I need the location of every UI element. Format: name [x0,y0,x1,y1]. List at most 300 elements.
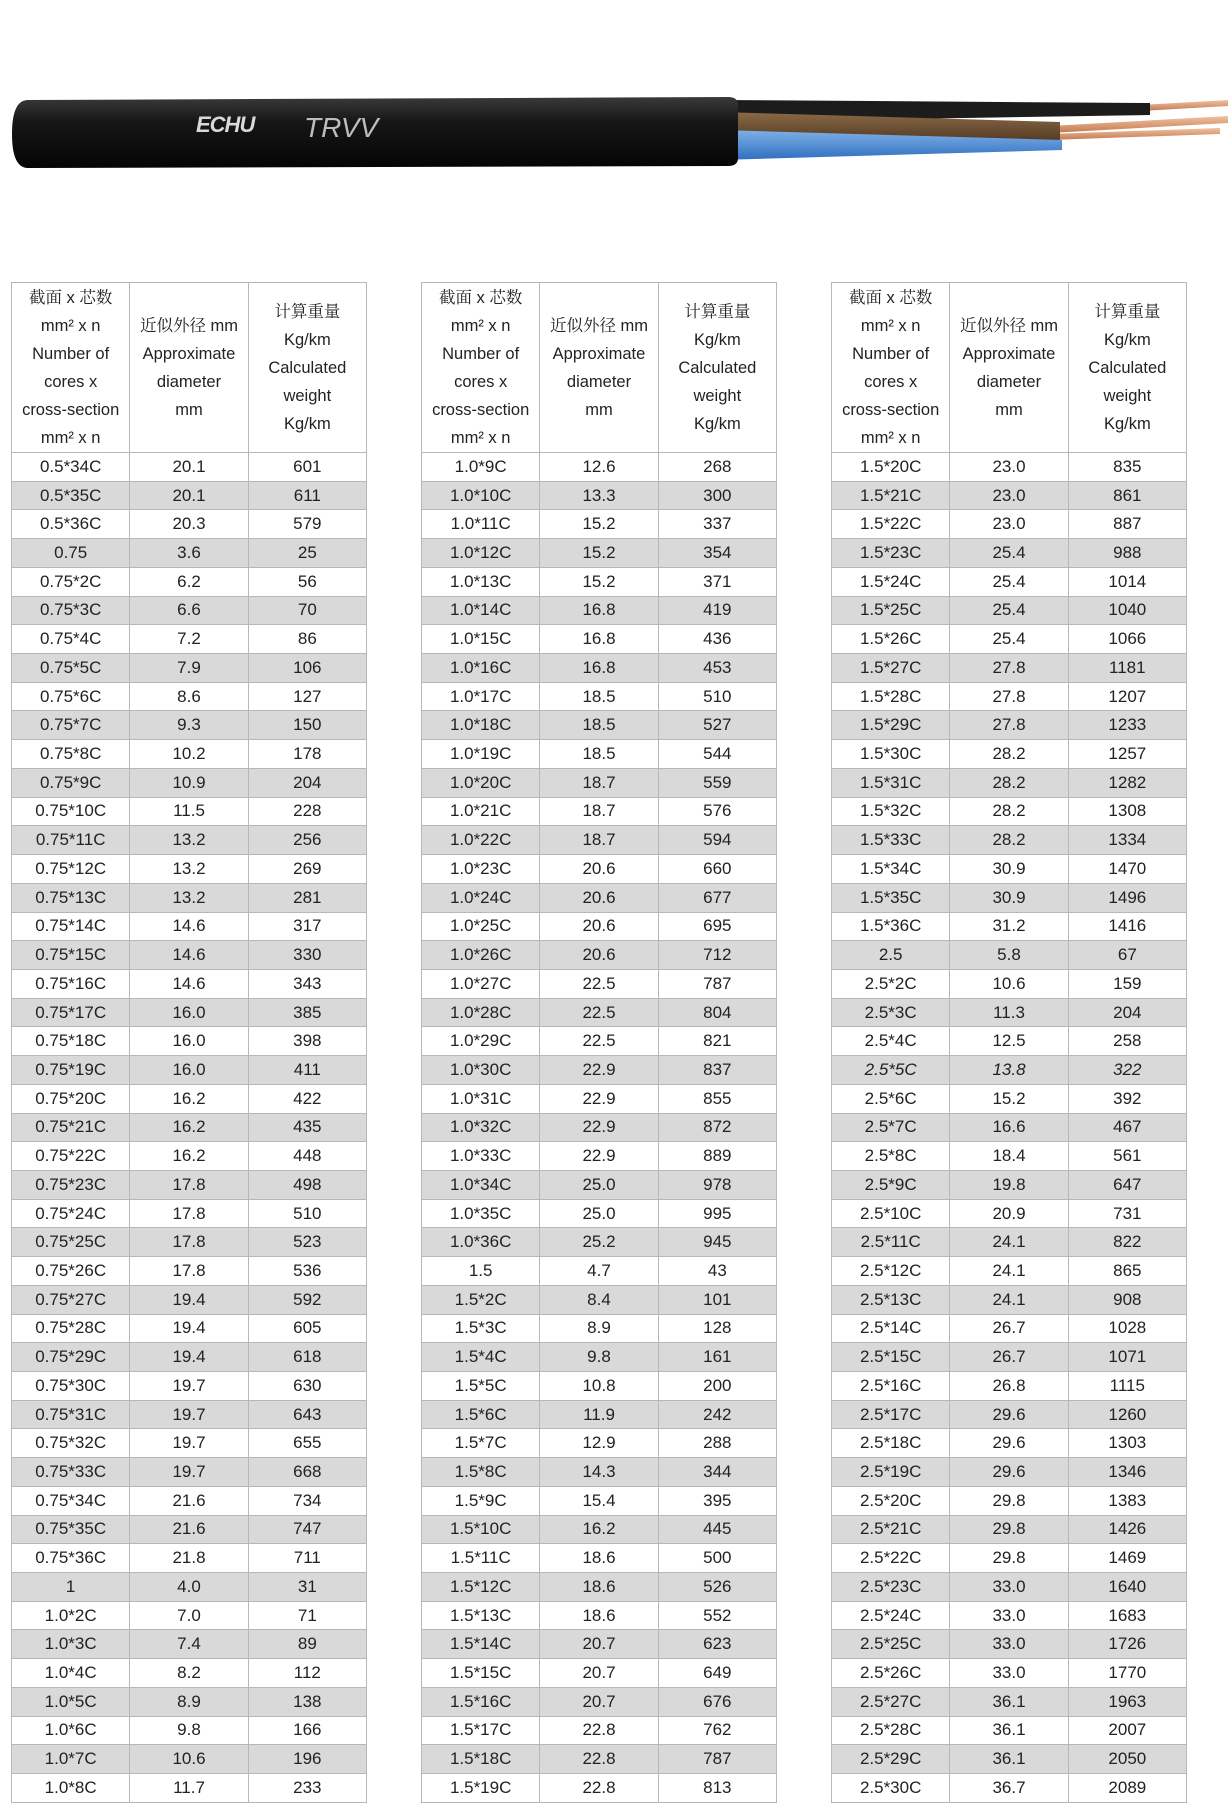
table-row [422,510,777,539]
copper-strand [1140,100,1228,111]
cross-section-cell: 2.5*17C [832,1400,950,1429]
table-row [422,855,777,884]
table-row [832,1687,1187,1716]
cross-section-cell: 1.5*26C [832,625,950,654]
diameter-cell: 25.0 [540,1170,658,1199]
weight-cell: 676 [658,1687,776,1716]
weight-cell: 561 [1068,1142,1186,1171]
cross-section-cell: 1.5*2C [422,1285,540,1314]
weight-cell: 995 [658,1199,776,1228]
diameter-cell: 17.8 [130,1199,248,1228]
weight-cell: 25 [248,539,366,568]
table-row [832,1343,1187,1372]
table-row [422,1142,777,1171]
weight-cell: 467 [1068,1113,1186,1142]
weight-cell: 1334 [1068,826,1186,855]
cross-section-cell: 1.0*18C [422,711,540,740]
table-row [12,1659,367,1688]
diameter-cell: 19.8 [950,1170,1068,1199]
weight-cell: 288 [658,1429,776,1458]
cross-section-cell: 1.0*36C [422,1228,540,1257]
cross-section-cell: 0.75*7C [12,711,130,740]
diameter-cell: 10.6 [950,969,1068,998]
weight-cell: 865 [1068,1257,1186,1286]
cross-section-cell: 1.0*26C [422,941,540,970]
cross-section-cell: 2.5*7C [832,1113,950,1142]
header-diameter: 近似外径 mm Approximate diameter mm [130,283,248,453]
weight-cell: 945 [658,1228,776,1257]
cross-section-cell: 1.5*22C [832,510,950,539]
diameter-cell: 15.2 [950,1084,1068,1113]
diameter-cell: 19.7 [130,1458,248,1487]
diameter-cell: 12.5 [950,1027,1068,1056]
cross-section-cell: 1.5*17C [422,1716,540,1745]
table-row [422,826,777,855]
weight-cell: 258 [1068,1027,1186,1056]
table-row [422,1199,777,1228]
weight-cell: 605 [248,1314,366,1343]
table-row [12,1257,367,1286]
diameter-cell: 12.6 [540,453,658,482]
weight-cell: 855 [658,1084,776,1113]
weight-cell: 138 [248,1687,366,1716]
table-row [422,481,777,510]
cross-section-cell: 1.0*23C [422,855,540,884]
weight-cell: 31 [248,1573,366,1602]
cross-section-cell: 2.5 [832,941,950,970]
cross-section-cell: 1.0*16C [422,654,540,683]
table-row [832,1601,1187,1630]
table-row [12,682,367,711]
weight-cell: 337 [658,510,776,539]
cross-section-cell: 1.0*30C [422,1056,540,1085]
cross-section-cell: 1.5*14C [422,1630,540,1659]
diameter-cell: 22.5 [540,998,658,1027]
weight-cell: 343 [248,969,366,998]
cross-section-cell: 1.0*12C [422,539,540,568]
diameter-cell: 27.8 [950,682,1068,711]
weight-cell: 445 [658,1515,776,1544]
table-row [12,1601,367,1630]
diameter-cell: 11.5 [130,797,248,826]
table-row [12,1429,367,1458]
table-row [832,1056,1187,1085]
diameter-cell: 3.6 [130,539,248,568]
diameter-cell: 4.0 [130,1573,248,1602]
cross-section-cell: 0.75*35C [12,1515,130,1544]
cross-section-cell: 1.5*19C [422,1774,540,1803]
diameter-cell: 9.3 [130,711,248,740]
weight-cell: 1470 [1068,855,1186,884]
spec-table-2 [421,282,777,1803]
diameter-cell: 22.9 [540,1084,658,1113]
weight-cell: 200 [658,1372,776,1401]
diameter-cell: 8.9 [540,1314,658,1343]
table-row [832,998,1187,1027]
diameter-cell: 19.7 [130,1400,248,1429]
diameter-cell: 20.1 [130,453,248,482]
weight-cell: 330 [248,941,366,970]
weight-cell: 1726 [1068,1630,1186,1659]
table-row [422,1285,777,1314]
weight-cell: 1383 [1068,1486,1186,1515]
cross-section-cell: 2.5*29C [832,1745,950,1774]
table-row [832,510,1187,539]
table-row [12,1745,367,1774]
cross-section-cell: 2.5*10C [832,1199,950,1228]
diameter-cell: 7.2 [130,625,248,654]
table-row [12,1199,367,1228]
table-row [832,1774,1187,1803]
diameter-cell: 21.8 [130,1544,248,1573]
table-row [832,1257,1187,1286]
table-row [422,654,777,683]
cross-section-cell: 1.5*25C [832,596,950,625]
table-row [832,883,1187,912]
weight-cell: 178 [248,740,366,769]
cross-section-cell: 2.5*9C [832,1170,950,1199]
cross-section-cell: 1.5*24C [832,567,950,596]
table-row [832,1515,1187,1544]
cross-section-cell: 0.5*34C [12,453,130,482]
weight-cell: 712 [658,941,776,970]
diameter-cell: 19.4 [130,1314,248,1343]
header-row [422,283,777,453]
table-row [422,1774,777,1803]
table-row [12,941,367,970]
weight-cell: 268 [658,453,776,482]
cross-section-cell: 1.5*36C [832,912,950,941]
table-row [832,1170,1187,1199]
table-row [12,1687,367,1716]
weight-cell: 1260 [1068,1400,1186,1429]
table-row [12,481,367,510]
cross-section-cell: 2.5*21C [832,1515,950,1544]
table-row [832,1084,1187,1113]
diameter-cell: 18.7 [540,797,658,826]
weight-cell: 354 [658,539,776,568]
table-row [12,969,367,998]
cross-section-cell: 1.0*27C [422,969,540,998]
diameter-cell: 27.8 [950,654,1068,683]
diameter-cell: 29.6 [950,1429,1068,1458]
diameter-cell: 18.7 [540,826,658,855]
diameter-cell: 10.6 [130,1745,248,1774]
weight-cell: 256 [248,826,366,855]
weight-cell: 71 [248,1601,366,1630]
cross-section-cell: 0.75*30C [12,1372,130,1401]
diameter-cell: 18.5 [540,682,658,711]
table-row [12,912,367,941]
table-row [422,912,777,941]
weight-cell: 56 [248,567,366,596]
table-row [422,1458,777,1487]
weight-cell: 1496 [1068,883,1186,912]
cross-section-cell: 0.75*32C [12,1429,130,1458]
table-row [12,510,367,539]
table-row [12,797,367,826]
weight-cell: 196 [248,1745,366,1774]
table-row [422,969,777,998]
diameter-cell: 4.7 [540,1257,658,1286]
diameter-cell: 25.4 [950,567,1068,596]
diameter-cell: 13.2 [130,883,248,912]
diameter-cell: 22.5 [540,1027,658,1056]
table-row [422,1113,777,1142]
diameter-cell: 6.2 [130,567,248,596]
cross-section-cell: 0.75*34C [12,1486,130,1515]
cross-section-cell: 0.75*6C [12,682,130,711]
cross-section-cell: 0.75*19C [12,1056,130,1085]
cross-section-cell: 1.5*20C [832,453,950,482]
cross-section-cell: 1.5*6C [422,1400,540,1429]
weight-cell: 510 [248,1199,366,1228]
weight-cell: 150 [248,711,366,740]
table-row [832,625,1187,654]
cross-section-cell: 1.5*15C [422,1659,540,1688]
cross-section-cell: 1.0*21C [422,797,540,826]
weight-cell: 623 [658,1630,776,1659]
table-row [422,740,777,769]
weight-cell: 1233 [1068,711,1186,740]
weight-cell: 2089 [1068,1774,1186,1803]
cross-section-cell: 2.5*3C [832,998,950,1027]
table-row [832,567,1187,596]
diameter-cell: 33.0 [950,1573,1068,1602]
table-row [422,1056,777,1085]
table-row [832,654,1187,683]
weight-cell: 1257 [1068,740,1186,769]
table-row [422,1630,777,1659]
diameter-cell: 18.6 [540,1544,658,1573]
weight-cell: 813 [658,1774,776,1803]
cross-section-cell: 1.5*33C [832,826,950,855]
cross-section-cell: 2.5*8C [832,1142,950,1171]
cross-section-cell: 0.75*24C [12,1199,130,1228]
cross-section-cell: 1.5*28C [832,682,950,711]
cross-section-cell: 1 [12,1573,130,1602]
weight-cell: 978 [658,1170,776,1199]
cross-section-cell: 1.5*10C [422,1515,540,1544]
cross-section-cell: 0.75*13C [12,883,130,912]
cross-section-cell: 2.5*24C [832,1601,950,1630]
diameter-cell: 10.8 [540,1372,658,1401]
weight-cell: 500 [658,1544,776,1573]
diameter-cell: 18.6 [540,1573,658,1602]
diameter-cell: 33.0 [950,1630,1068,1659]
table-row [422,1027,777,1056]
cross-section-cell: 2.5*16C [832,1372,950,1401]
diameter-cell: 22.8 [540,1745,658,1774]
weight-cell: 89 [248,1630,366,1659]
diameter-cell: 16.6 [950,1113,1068,1142]
diameter-cell: 16.0 [130,998,248,1027]
diameter-cell: 15.2 [540,510,658,539]
table-row [12,1343,367,1372]
diameter-cell: 22.9 [540,1142,658,1171]
diameter-cell: 33.0 [950,1659,1068,1688]
table-row [832,1199,1187,1228]
table-row [422,453,777,482]
cross-section-cell: 2.5*30C [832,1774,950,1803]
diameter-cell: 31.2 [950,912,1068,941]
table-row [422,682,777,711]
table-row [832,1400,1187,1429]
cross-section-cell: 2.5*2C [832,969,950,998]
table-row [12,740,367,769]
table-row [832,1372,1187,1401]
table-row [12,1716,367,1745]
cross-section-cell: 1.0*2C [12,1601,130,1630]
table-row [832,740,1187,769]
diameter-cell: 26.8 [950,1372,1068,1401]
cross-section-cell: 2.5*18C [832,1429,950,1458]
weight-cell: 281 [248,883,366,912]
weight-cell: 787 [658,969,776,998]
cross-section-cell: 0.75*9C [12,768,130,797]
table-row [832,1716,1187,1745]
weight-cell: 611 [248,481,366,510]
weight-cell: 204 [1068,998,1186,1027]
diameter-cell: 12.9 [540,1429,658,1458]
cross-section-cell: 0.75*17C [12,998,130,1027]
weight-cell: 559 [658,768,776,797]
weight-cell: 300 [658,481,776,510]
weight-cell: 435 [248,1113,366,1142]
diameter-cell: 36.7 [950,1774,1068,1803]
brand-logo: ECHU [196,112,255,137]
cross-section-cell: 1.0*11C [422,510,540,539]
weight-cell: 711 [248,1544,366,1573]
table-row [832,1486,1187,1515]
diameter-cell: 15.4 [540,1486,658,1515]
table-row [422,1228,777,1257]
cross-section-cell: 1.0*8C [12,1774,130,1803]
table-row [832,1659,1187,1688]
table-row [832,1573,1187,1602]
weight-cell: 204 [248,768,366,797]
cross-section-cell: 1.0*9C [422,453,540,482]
weight-cell: 804 [658,998,776,1027]
diameter-cell: 28.2 [950,768,1068,797]
diameter-cell: 18.5 [540,740,658,769]
diameter-cell: 13.2 [130,826,248,855]
cross-section-cell: 1.0*5C [12,1687,130,1716]
diameter-cell: 14.3 [540,1458,658,1487]
diameter-cell: 25.2 [540,1228,658,1257]
cross-section-cell: 0.75*5C [12,654,130,683]
cross-section-cell: 2.5*22C [832,1544,950,1573]
cross-section-cell: 2.5*23C [832,1573,950,1602]
weight-cell: 747 [248,1515,366,1544]
cross-section-cell: 0.75*4C [12,625,130,654]
table-row [422,1573,777,1602]
diameter-cell: 22.8 [540,1716,658,1745]
weight-cell: 594 [658,826,776,855]
table-row [832,682,1187,711]
diameter-cell: 26.7 [950,1343,1068,1372]
table-row [422,1515,777,1544]
cross-section-cell: 0.75*15C [12,941,130,970]
diameter-cell: 25.4 [950,596,1068,625]
weight-cell: 1066 [1068,625,1186,654]
cross-section-cell: 1.5*21C [832,481,950,510]
weight-cell: 1028 [1068,1314,1186,1343]
diameter-cell: 9.8 [540,1343,658,1372]
diameter-cell: 19.7 [130,1372,248,1401]
diameter-cell: 6.6 [130,596,248,625]
cross-section-cell: 1.0*17C [422,682,540,711]
weight-cell: 544 [658,740,776,769]
diameter-cell: 25.0 [540,1199,658,1228]
table-row [422,1601,777,1630]
table-row [12,1544,367,1573]
weight-cell: 453 [658,654,776,683]
cross-section-cell: 2.5*5C [832,1056,950,1085]
weight-cell: 161 [658,1343,776,1372]
diameter-cell: 36.1 [950,1745,1068,1774]
table-row [832,711,1187,740]
diameter-cell: 9.8 [130,1716,248,1745]
weight-cell: 835 [1068,453,1186,482]
cross-section-cell: 0.75*12C [12,855,130,884]
table-row [422,1659,777,1688]
diameter-cell: 7.0 [130,1601,248,1630]
cross-section-cell: 2.5*4C [832,1027,950,1056]
table-row [832,1027,1187,1056]
diameter-cell: 8.4 [540,1285,658,1314]
diameter-cell: 22.5 [540,969,658,998]
weight-cell: 822 [1068,1228,1186,1257]
weight-cell: 668 [248,1458,366,1487]
diameter-cell: 20.6 [540,912,658,941]
weight-cell: 448 [248,1142,366,1171]
table-row [12,1170,367,1199]
cross-section-cell: 0.75*11C [12,826,130,855]
weight-cell: 395 [658,1486,776,1515]
cross-section-cell: 2.5*26C [832,1659,950,1688]
cross-section-cell: 1.0*28C [422,998,540,1027]
header-diameter: 近似外径 mm Approximate diameter mm [540,283,658,453]
table-row [12,625,367,654]
weight-cell: 523 [248,1228,366,1257]
weight-cell: 322 [1068,1056,1186,1085]
weight-cell: 1469 [1068,1544,1186,1573]
table-row [832,1429,1187,1458]
diameter-cell: 24.1 [950,1228,1068,1257]
cross-section-cell: 1.5*18C [422,1745,540,1774]
weight-cell: 398 [248,1027,366,1056]
weight-cell: 2007 [1068,1716,1186,1745]
weight-cell: 630 [248,1372,366,1401]
diameter-cell: 28.2 [950,797,1068,826]
diameter-cell: 16.8 [540,654,658,683]
table-row [832,1228,1187,1257]
weight-cell: 411 [248,1056,366,1085]
weight-cell: 1303 [1068,1429,1186,1458]
diameter-cell: 20.7 [540,1687,658,1716]
table-row [832,1314,1187,1343]
cross-section-cell: 1.5*5C [422,1372,540,1401]
table-row [12,1084,367,1113]
weight-cell: 592 [248,1285,366,1314]
table-row [12,1142,367,1171]
table-row [12,596,367,625]
table-row [12,654,367,683]
weight-cell: 1014 [1068,567,1186,596]
diameter-cell: 5.8 [950,941,1068,970]
cross-section-cell: 1.0*14C [422,596,540,625]
